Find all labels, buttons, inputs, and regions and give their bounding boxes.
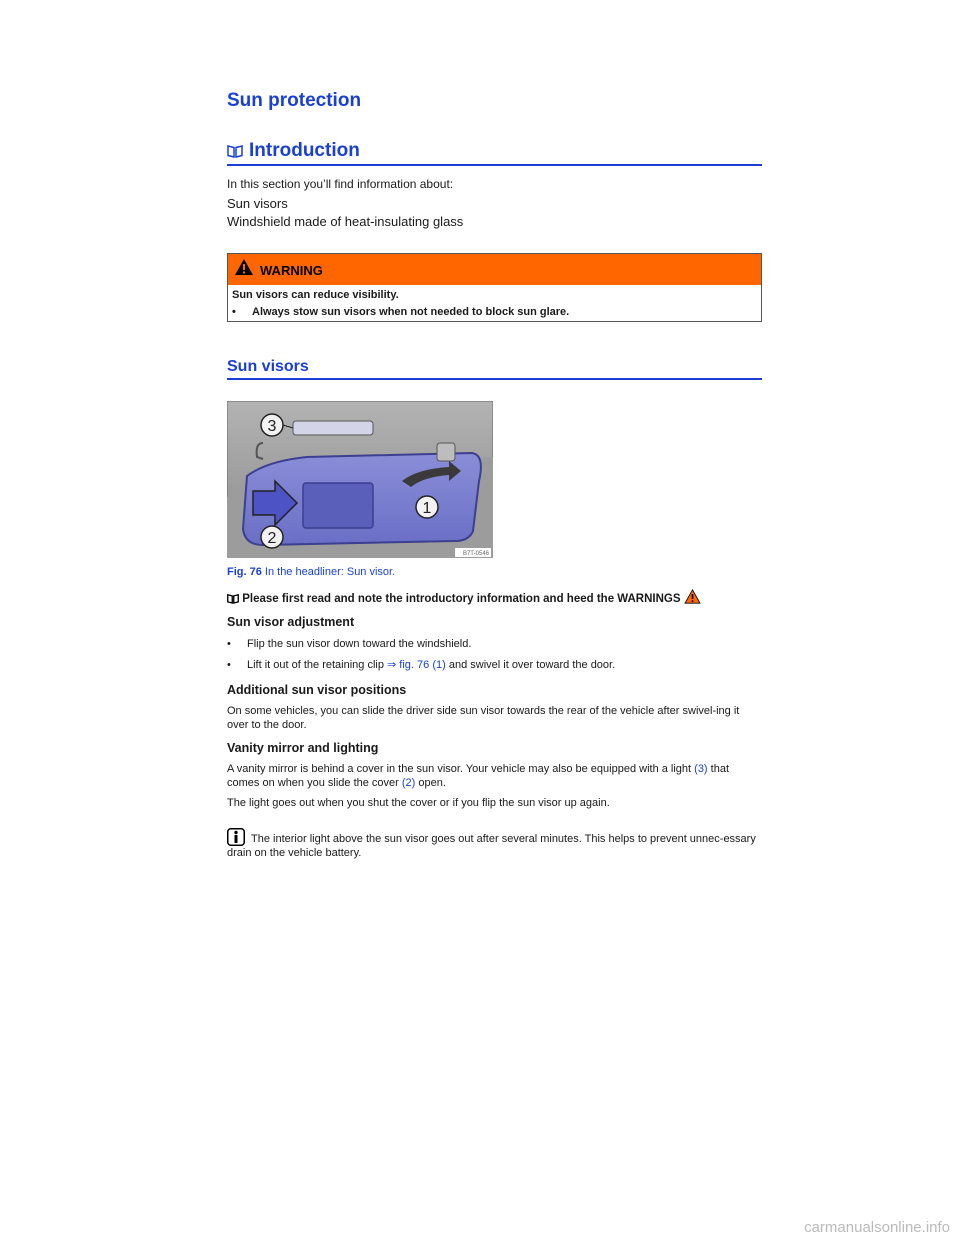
intro-list — [227, 195, 463, 231]
chapter-title: Sun protection — [227, 90, 362, 111]
warning-line-2: • Always stow sun visors when not needed to block sun glare. — [232, 306, 570, 318]
figure-code: B7T-0546 — [462, 551, 489, 557]
positions-text: On some vehicles, you can slide the driver side sun visor towards the rear of the vehicle after swivel-ing it over to the door. — [227, 705, 740, 731]
figure-reference-link[interactable]: ⇒ fig. 76 (1) — [387, 659, 446, 671]
book-icon — [227, 144, 243, 158]
adjustment-step-2: • Lift it out of the retaining clip ⇒ fig. 76 (1) and swivel it over toward the door. — [227, 659, 616, 671]
info-note-text: The interior light above the sun visor goes out after several minutes. This helps to prevent unnec-essary drain on the vehicle battery. — [227, 833, 756, 859]
bullet-dot: • — [227, 638, 231, 650]
sun-visor-figure — [227, 401, 493, 558]
bullet-dot: • — [227, 659, 231, 671]
warning-title: WARNING — [260, 263, 323, 278]
warning-line-1: Sun visors can reduce visibility. — [232, 289, 399, 301]
section-heading — [227, 140, 762, 166]
intro-text: In this section you’ll find information about: — [227, 177, 454, 191]
warning-header — [228, 254, 761, 285]
intro-link-sun-visors[interactable]: Sun visors — [227, 196, 288, 211]
section-title: Introduction — [249, 140, 360, 161]
subsection-title: Sun visors — [227, 358, 762, 380]
warning-triangle-icon[interactable] — [684, 589, 701, 604]
read-first-note — [227, 589, 701, 605]
site-watermark: carmanualsonline.info — [804, 1219, 950, 1236]
figure-callout-2-text: 2 — [267, 530, 277, 547]
intro-link-windshield[interactable]: Windshield made of heat-insulating glass — [227, 214, 464, 229]
figure-caption-text: In the headliner: Sun visor. — [264, 566, 396, 578]
book-icon — [227, 593, 239, 604]
warning-box — [227, 253, 762, 322]
figure-callout-1-text: 1 — [422, 500, 432, 517]
vanity-text: A vanity mirror is behind a cover in the sun visor. Your vehicle may also be equipped with a light (3) that comes on when you slide the cover (2) open. — [227, 763, 730, 789]
vanity-heading: Vanity mirror and lighting — [227, 741, 379, 755]
adjustment-step-1: • Flip the sun visor down toward the windshield. — [227, 638, 472, 650]
vanity-text-2: The light goes out when you shut the cover or if you flip the sun visor up again. — [227, 797, 610, 809]
figure-callout-3-text: 3 — [267, 418, 277, 435]
read-first-text[interactable]: Please first read and note the introductory information and heed the WARNINGS — [242, 593, 681, 605]
callout-reference-3[interactable]: (3) — [694, 763, 708, 775]
bullet-dot: • — [232, 306, 236, 318]
warning-triangle-icon — [234, 258, 254, 276]
positions-heading: Additional sun visor positions — [227, 683, 407, 697]
figure-caption — [227, 566, 395, 578]
adjustment-heading: Sun visor adjustment — [227, 615, 355, 629]
figure-caption-label: Fig. 76 — [227, 566, 262, 578]
callout-reference-2[interactable]: (2) — [401, 777, 416, 789]
